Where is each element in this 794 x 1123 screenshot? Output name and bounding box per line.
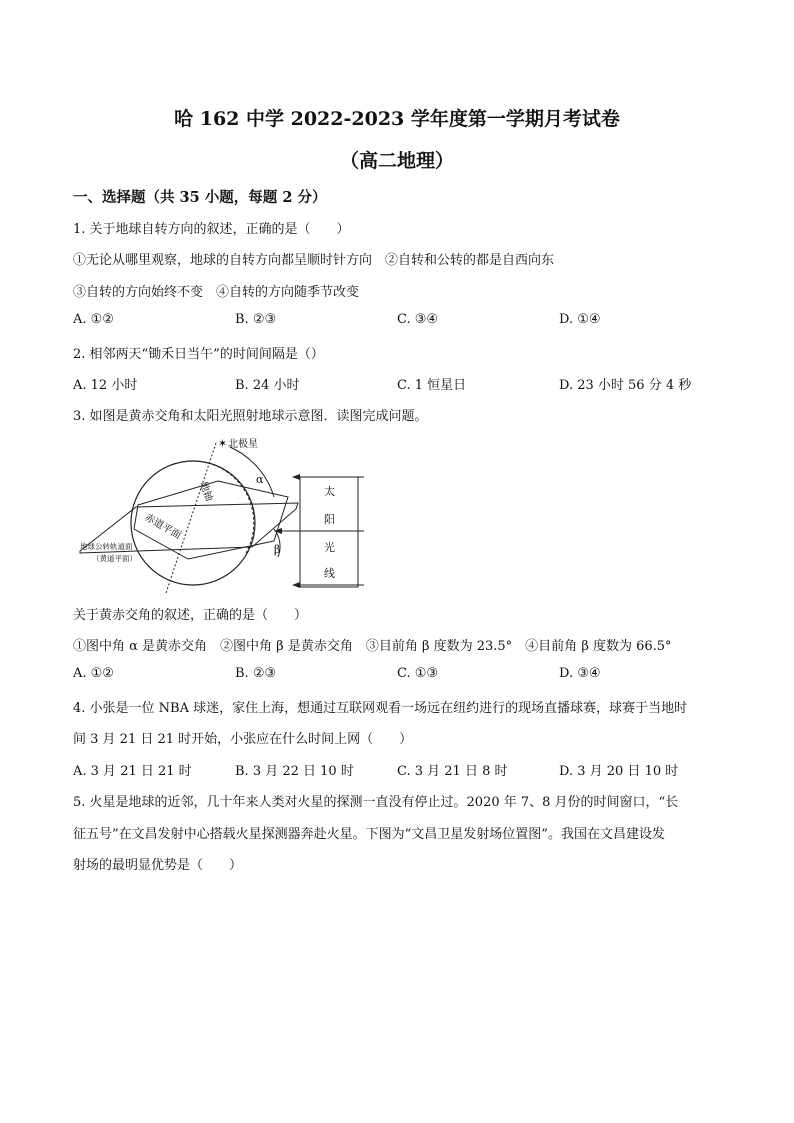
sunlight-label-4: 线 <box>324 567 335 580</box>
terminator-arc <box>188 461 254 553</box>
question-1-statement-2: ③自转的方向始终不变 ④自转的方向随季节改变 <box>73 285 360 300</box>
question-4-option-a: A. 3 月 21 日 21 时 <box>73 764 192 779</box>
polaris-star-icon: ✶ <box>218 437 228 450</box>
sunlight-arrowhead-3 <box>292 582 300 588</box>
question-5-stem-line-3: 射场的最明显优势是（ ） <box>73 858 243 873</box>
question-1-option-a: A. ①② <box>73 312 114 327</box>
question-4-option-d: D. 3 月 20 日 10 时 <box>559 764 679 779</box>
question-5-stem-line-1: 5. 火星是地球的近邻，几十年来人类对火星的探测一直没有停止过。2020 年 7、8 月份的时间窗口，“长 <box>73 795 679 810</box>
question-4-stem-line-2: 间 3 月 21 日 21 时开始，小张应在什么时间上网（ ） <box>73 732 413 747</box>
question-2-stem: 2. 相邻两天“锄禾日当午”的时间间隔是（） <box>73 347 324 362</box>
axis-label: 地轴 <box>197 480 215 503</box>
question-3-option-d: D. ③④ <box>559 666 601 681</box>
question-3-stem: 3. 如图是黄赤交角和太阳光照射地球示意图．读图完成问题。 <box>73 409 428 424</box>
question-2-option-b: B. 24 小时 <box>235 378 300 393</box>
ecliptic-obliquity-diagram <box>78 433 378 593</box>
earth-axis-line <box>166 443 216 593</box>
question-4-option-c: C. 3 月 21 日 8 时 <box>397 764 508 779</box>
question-2-option-a: A. 12 小时 <box>73 378 138 393</box>
question-1-option-b: B. ②③ <box>235 312 277 327</box>
polaris-label: 北极星 <box>228 439 258 450</box>
sunlight-label-3: 光 <box>324 541 335 554</box>
equator-plane-label: 赤道平面 <box>142 512 183 542</box>
question-3-statement-1: ①图中角 α 是黄赤交角 ②图中角 β 是黄赤交角 ③目前角 β 度数为 23.5° ④目前角 β 度数为 66.5° <box>73 639 672 654</box>
question-2-option-c: C. 1 恒星日 <box>397 378 467 393</box>
question-3-sub-stem: 关于黄赤交角的叙述，正确的是（ ） <box>73 608 308 623</box>
question-1-option-d: D. ①④ <box>559 312 601 327</box>
alpha-label: α <box>256 473 264 486</box>
alpha-arc <box>230 447 274 497</box>
sunlight-arrowhead-1 <box>292 474 300 480</box>
beta-label: β <box>274 543 281 556</box>
sunlight-label-2: 阳 <box>324 513 335 526</box>
question-4-stem-line-1: 4. 小张是一位 NBA 球迷，家住上海，想通过互联网观看一场远在纽约进行的现场直播球赛，球赛于当地时 <box>73 701 688 716</box>
section-heading: 一、选择题（共 35 小题，每题 2 分） <box>73 189 327 206</box>
question-3-option-c: C. ①③ <box>397 666 439 681</box>
question-3-option-a: A. ①② <box>73 666 114 681</box>
orbit-plane-label: 地球公转轨道面 <box>80 542 133 551</box>
sunlight-label-1: 太 <box>324 485 335 498</box>
question-2-option-d: D. 23 小时 56 分 4 秒 <box>559 378 692 393</box>
question-1-stem: 1. 关于地球自转方向的叙述，正确的是（ ） <box>73 222 350 237</box>
question-4-option-b: B. 3 月 22 日 10 时 <box>235 764 354 779</box>
question-1-option-c: C. ③④ <box>397 312 439 327</box>
exam-subtitle: （高二地理） <box>339 150 454 172</box>
question-3-option-b: B. ②③ <box>235 666 277 681</box>
question-1-statement-1: ①无论从哪里观察，地球的自转方向都呈顺时针方向 ②自转和公转的都是自西向东 <box>73 253 555 268</box>
orbit-plane-sublabel: （黄道平面） <box>92 554 137 563</box>
question-5-stem-line-2: 征五号”在文昌发射中心搭载火星探测器奔赴火星。下图为“文昌卫星发射场位置图”。我国在文昌建设发 <box>73 827 665 842</box>
exam-title: 哈 162 中学 2022-2023 学年度第一学期月考试卷 <box>174 108 620 130</box>
